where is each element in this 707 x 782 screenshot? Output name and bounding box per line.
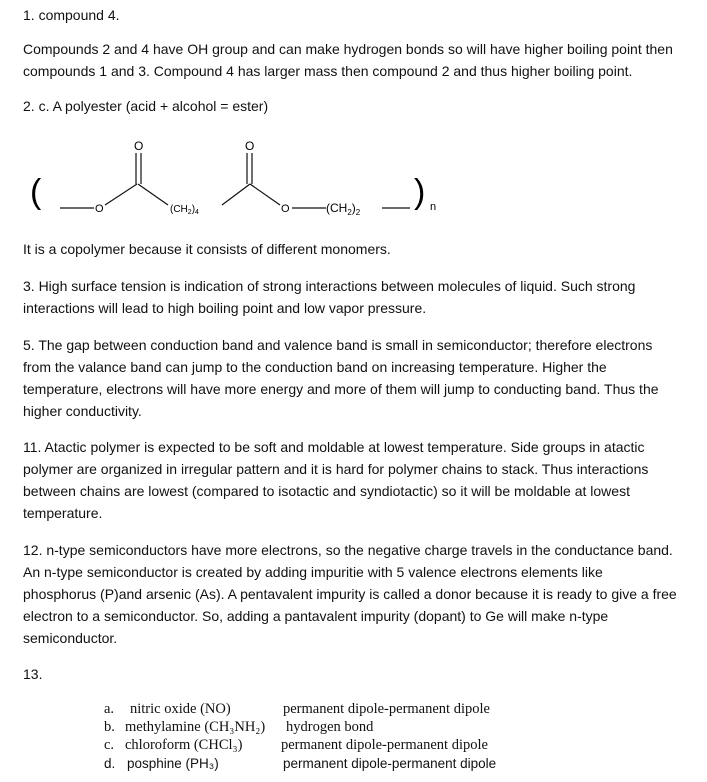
force-type: hydrogen bond <box>286 719 374 735</box>
list-item-letter: b. <box>104 719 115 735</box>
answer-11-line-4: temperature. <box>23 505 103 521</box>
list-item-letter: d. <box>104 756 116 771</box>
answer-12-line-4: electron to a semiconductor. So, adding a pantavalent impurity (dopant) to Ge will make n-type <box>23 608 609 624</box>
force-type: permanent dipole-permanent dipole <box>283 756 497 771</box>
list-item-letter: c. <box>104 737 115 753</box>
bond-line <box>138 184 168 205</box>
carbonyl-oxygen-2: O <box>245 139 255 153</box>
answer-2: 2. c. A polyester (acid + alcohol = ester) <box>23 98 269 114</box>
ester-oxygen-1: O <box>95 203 104 215</box>
answer-2-copolymer: It is a copolymer because it consists of different monomers. <box>23 241 391 257</box>
answer-1-explanation-line-2: compounds 1 and 3. Compound 4 has larger mass then compound 2 and thus higher boiling point. <box>23 63 633 79</box>
list-item-letter: a. <box>104 701 115 717</box>
answer-1-explanation-line-1: Compounds 2 and 4 have OH group and can make hydrogen bonds so will have higher boiling point then <box>23 41 673 57</box>
compound-name: methylamine (CH₃NH₂) <box>125 719 266 735</box>
force-type: permanent dipole-permanent dipole <box>281 737 488 753</box>
close-parenthesis: ) <box>414 173 426 211</box>
answer-5-line-3: temperature, electrons will have more energy and more of them will jump to conducting band. Thus the <box>23 381 659 397</box>
answer-11-line-3: between chains are lowest (compared to isotactic and syndiotactic) so it will be moldable at lowest <box>23 483 630 499</box>
answer-5-line-2: from the valance band can jump to the conduction band on increasing temperature. Higher the <box>23 359 607 375</box>
answer-12-line-2: An n-type semiconductor is created by adding impuritie with 5 valence electrons elements like <box>23 564 603 580</box>
bond-line <box>250 184 280 205</box>
compound-name: posphine (PH₃) <box>127 756 219 771</box>
answer-12-line-1: 12. n-type semiconductors have more electrons, so the negative charge travels in the conductance band. <box>23 542 673 558</box>
open-parenthesis: ( <box>30 173 42 211</box>
force-type: permanent dipole-permanent dipole <box>283 701 490 717</box>
answer-5-line-1: 5. The gap between conduction band and valence band is small in semiconductor; therefore electrons <box>23 337 653 353</box>
ester-oxygen-2: O <box>281 203 290 215</box>
answer-5-line-4: higher conductivity. <box>23 403 142 419</box>
answer-11-line-1: 11. Atactic polymer is expected to be soft and moldable at lowest temperature. Side groups in atactic <box>23 439 645 455</box>
answer-11-line-2: polymer are organized in irregular pattern and it is hard for polymer chains to stack. Thus interactions <box>23 461 649 477</box>
ch2-group-4: $(CH_2)_4$ <box>170 204 199 216</box>
answer-1: 1. compound 4. <box>23 7 120 23</box>
bond-line <box>105 184 137 205</box>
compound-name: chloroform (CHCl₃) <box>125 737 243 753</box>
polyester-structure <box>0 128 460 228</box>
compound-name: nitric oxide (NO) <box>130 701 231 717</box>
ch2-group-2: $(CH_2)_2$ <box>326 201 361 217</box>
carbonyl-oxygen-1: O <box>134 139 144 153</box>
answer-12-line-3: phosphorus (P)and arsenic (As). A pentavalent impurity is called a donor because it is ready to give a free <box>23 586 677 602</box>
answer-12-line-5: semiconductor. <box>23 630 118 646</box>
bond-line <box>222 184 250 205</box>
answer-3-line-2: interactions will lead to high boiling point and low vapor pressure. <box>23 300 427 316</box>
repeat-unit-n: n <box>430 201 437 213</box>
answer-13-heading: 13. <box>23 666 43 682</box>
answer-3-line-1: 3. High surface tension is indication of strong interactions between molecules of liquid. Such strong <box>23 278 636 294</box>
